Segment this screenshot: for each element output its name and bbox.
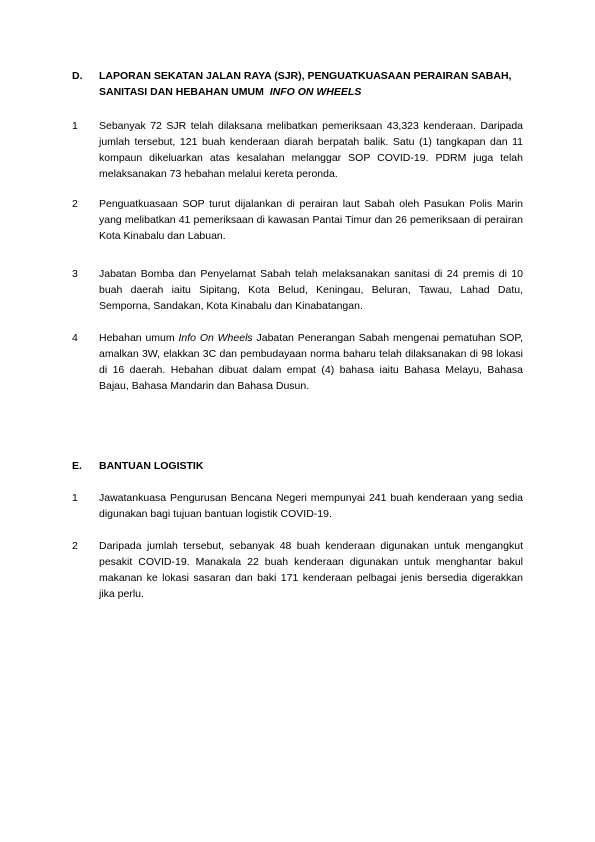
item-text: Penguatkuasaan SOP turut dijalankan di perairan laut Sabah oleh Pasukan Polis Marin yang melibatkan 41 pemeriksaan di kawasan Pantai Timur dan 26 pemeriksaan di perairan Kota Kinabalu dan Labuan. [99, 198, 523, 242]
item-number: 2 [72, 540, 78, 552]
item-text-pre: Hebahan umum [99, 332, 179, 344]
section-d-title-text: LAPORAN SEKATAN JALAN RAYA (SJR), PENGUATKUASAAN PERAIRAN SABAH, SANITASI DAN HEBAHAN UMUM [99, 70, 512, 98]
item-text: Jawatankuasa Pengurusan Bencana Negeri mempunyai 241 buah kenderaan yang sedia digunakan bagi tujuan bantuan logistik COVID-19. [99, 492, 523, 520]
item-number: 4 [72, 332, 78, 344]
item-number: 2 [72, 198, 78, 210]
item-text: Jabatan Bomba dan Penyelamat Sabah telah melaksanakan sanitasi di 24 premis di 10 buah daerah iaitu Sipitang, Kota Belud, Keningau, Beluran, Tawau, Lahad Datu, Semporna, Sandakan, Kota Kinabalu dan Kinabatangan. [99, 268, 523, 312]
section-e-title: BANTUAN LOGISTIK [99, 460, 204, 472]
section-d-letter: D. [72, 70, 83, 82]
section-e-letter: E. [72, 460, 82, 472]
item-number: 1 [72, 120, 78, 132]
item-number: 3 [72, 268, 78, 280]
item-text: Sebanyak 72 SJR telah dilaksana melibatkan pemeriksaan 43,323 kenderaan. Daripada jumlah tersebut, 121 buah kenderaan diarah berpatah balik. Satu (1) tangkapan dan 11 kompaun dikeluarkan atas kesalahan melanggar SOP COVID-19. PDRM juga telah melaksanakan 73 hebahan melalui kereta peronda. [99, 120, 523, 180]
item-text: Daripada jumlah tersebut, sebanyak 48 buah kenderaan digunakan untuk mengangkut pesakit COVID-19. Manakala 22 buah kenderaan digunakan untuk menghantar bakul makanan ke lokasi sasaran dan baki 171 kenderaan pelbagai jenis bersedia digerakkan jika perlu. [99, 540, 523, 600]
item-text-post: Jabatan Penerangan Sabah mengenai pematuhan SOP, amalkan 3W, elakkan 3C dan pembudayaan norma baharu telah dilaksanakan di 98 lokasi di 16 daerah. Hebahan dibuat dalam empat (4) bahasa iaitu Bahasa Melayu, Bahasa Bajau, Bahasa Mandarin dan Bahasa Dusun. [99, 332, 523, 392]
section-d-title-italic: INFO ON WHEELS [269, 86, 362, 98]
item-text-italic: Info On Wheels [178, 332, 253, 344]
item-text [99, 330, 523, 394]
item-number: 1 [72, 492, 78, 504]
section-d-title [99, 68, 529, 100]
